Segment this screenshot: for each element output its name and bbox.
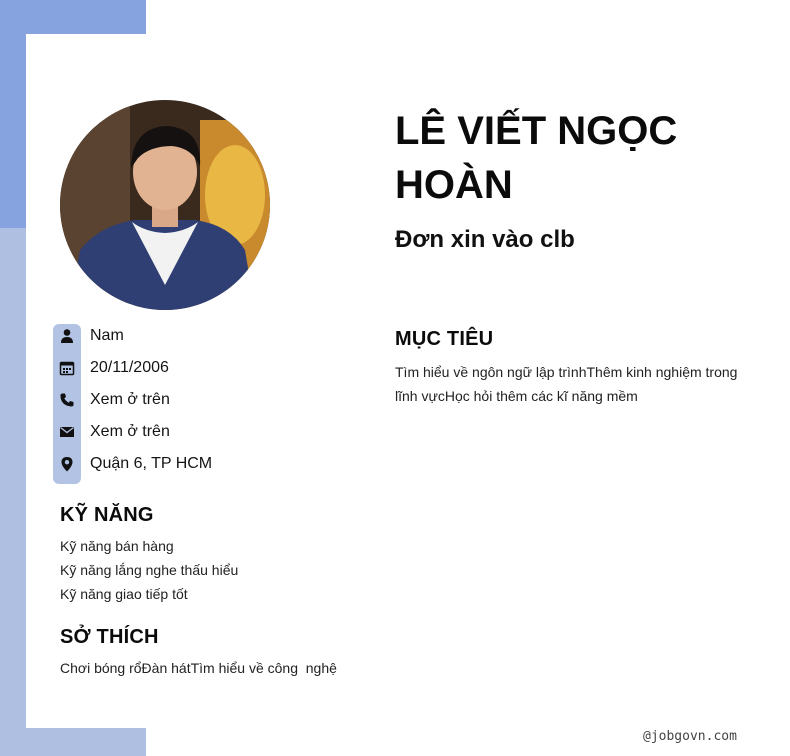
contact-gender	[53, 322, 353, 350]
skills-heading: KỸ NĂNG	[60, 504, 154, 526]
location-icon	[53, 450, 81, 478]
contact-address	[53, 450, 353, 478]
skill-item: Kỹ năng lắng nghe thấu hiểu	[60, 562, 239, 578]
decor-band-bottom	[0, 728, 146, 756]
calendar-icon	[53, 354, 81, 382]
gender-text: Nam	[90, 327, 124, 344]
contact-phone	[53, 386, 353, 414]
contact-email	[53, 418, 353, 446]
profile-photo	[60, 100, 270, 310]
hobbies-heading: SỞ THÍCH	[60, 626, 159, 648]
email-text: Xem ở trên	[90, 423, 170, 440]
address-text: Quận 6, TP HCM	[90, 455, 213, 472]
phone-icon	[53, 386, 81, 414]
mail-icon	[53, 418, 81, 446]
watermark: @jobgovn.com	[643, 729, 737, 744]
candidate-name: LÊ VIẾT NGỌC HOÀN	[395, 109, 678, 207]
person-icon	[53, 322, 81, 350]
decor-band-side	[0, 228, 26, 756]
birthdate-text: 20/11/2006	[90, 359, 169, 376]
skill-item: Kỹ năng giao tiếp tốt	[60, 586, 188, 602]
phone-text: Xem ở trên	[90, 391, 170, 408]
contact-birthdate	[53, 354, 353, 382]
objective-heading: MỤC TIÊU	[395, 328, 494, 350]
avatar	[60, 100, 270, 310]
skill-item: Kỹ năng bán hàng	[60, 538, 174, 554]
hobbies-text: Chơi bóng rổĐàn hátTìm hiểu về công nghệ	[60, 660, 337, 676]
application-title: Đơn xin vào clb	[395, 226, 575, 253]
objective-text: Tìm hiểu về ngôn ngữ lập trìnhThêm kinh nghiệm trong lĩnh vựcHọc hỏi thêm các kĩ năng mềm	[395, 364, 738, 404]
